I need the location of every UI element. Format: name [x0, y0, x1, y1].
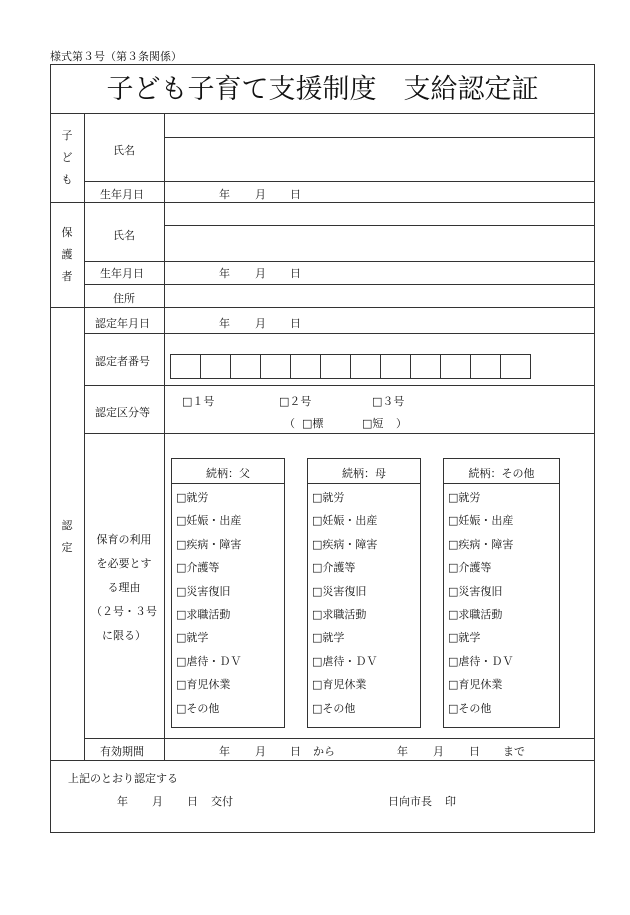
date-day: 日	[187, 795, 198, 808]
relation-box-father	[171, 458, 285, 728]
standard-checkbox[interactable]: □標	[302, 417, 324, 430]
relation-mother-label: 続柄：母	[342, 467, 386, 480]
page-title: 子ども子育て支援制度 支給認定証	[106, 74, 539, 105]
relation-other-label: 続柄：その他	[468, 467, 535, 480]
reason-option-checkbox[interactable]: □就学	[312, 631, 345, 645]
divider	[172, 483, 284, 484]
reason-option-checkbox[interactable]: □介護等	[312, 561, 356, 575]
date-month: 月	[152, 795, 163, 808]
relation-father-label: 続柄：父	[206, 467, 250, 480]
reason-option-checkbox[interactable]: □育児休業	[312, 678, 367, 692]
reason-option-checkbox[interactable]: □虐待・ＤＶ	[312, 654, 378, 668]
paren-open: （	[284, 417, 295, 430]
relation-box-other	[443, 458, 560, 728]
cert-number-cell[interactable]	[410, 354, 441, 379]
short-checkbox[interactable]: □短	[362, 417, 384, 430]
cert-number-cell[interactable]	[260, 354, 291, 379]
reason-option-checkbox[interactable]: □就労	[312, 491, 345, 504]
divider	[84, 738, 595, 739]
reason-option-checkbox[interactable]: □介護等	[176, 561, 220, 575]
reason-option-checkbox[interactable]: □妊娠・出産	[176, 514, 242, 528]
cert-number-cell[interactable]	[350, 354, 381, 379]
cert-number-cell[interactable]	[290, 354, 321, 379]
date-day: 日	[290, 267, 301, 280]
divider	[164, 113, 165, 760]
reason-option-checkbox[interactable]: □就労	[176, 491, 209, 504]
divider	[84, 433, 595, 434]
guardian-birth-label: 生年月日	[100, 267, 144, 280]
reason-option-checkbox[interactable]: □虐待・ＤＶ	[448, 654, 514, 668]
divider	[84, 181, 595, 182]
form-number: 様式第３号（第３条関係）	[50, 50, 182, 63]
cert-number-cell[interactable]	[470, 354, 501, 379]
divider	[50, 113, 595, 114]
relation-box-mother	[307, 458, 421, 728]
footer-mayor: 日向市長	[388, 795, 432, 808]
reason-option-checkbox[interactable]: □就学	[448, 631, 481, 645]
cert-category-label: 認定区分等	[95, 406, 150, 419]
divider	[164, 137, 595, 138]
divider	[84, 113, 85, 760]
divider	[308, 483, 420, 484]
guardian-name-label: 氏名	[113, 229, 135, 242]
date-day: 日	[290, 317, 301, 330]
paren-close: ）	[396, 417, 407, 430]
date-day: 日	[290, 188, 301, 201]
divider	[164, 225, 595, 226]
date-year: 年	[219, 267, 230, 280]
date-month: 月	[255, 188, 266, 201]
cert-number-cell[interactable]	[230, 354, 261, 379]
divider	[50, 760, 595, 761]
date-day: 日	[469, 745, 480, 758]
cert-number-cell[interactable]	[170, 354, 201, 379]
reason-option-checkbox[interactable]: □疾病・障害	[312, 537, 378, 551]
reason-option-checkbox[interactable]: □疾病・障害	[176, 537, 242, 551]
date-month: 月	[255, 267, 266, 280]
certification-section-label: 認 定	[61, 519, 73, 554]
date-year: 年	[397, 745, 408, 758]
reason-option-checkbox[interactable]: □求職活動	[312, 608, 367, 621]
child-birth-label: 生年月日	[100, 188, 144, 201]
guardian-address-label: 住所	[113, 292, 135, 305]
cert-number-label: 認定者番号	[95, 355, 150, 368]
reason-option-checkbox[interactable]: □災害復旧	[176, 584, 231, 598]
date-year: 年	[219, 188, 230, 201]
cert-number-cell[interactable]	[440, 354, 471, 379]
divider	[84, 333, 595, 334]
reason-option-checkbox[interactable]: □介護等	[448, 561, 492, 575]
reason-option-checkbox[interactable]: □その他	[312, 701, 356, 715]
guardian-section-label: 保 護 者	[61, 226, 73, 283]
child-name-label: 氏名	[113, 144, 135, 157]
category-2-checkbox[interactable]: □２号	[279, 395, 312, 408]
divider	[84, 385, 595, 386]
cert-date-label: 認定年月日	[95, 317, 150, 330]
category-1-checkbox[interactable]: □１号	[182, 395, 215, 408]
reason-option-checkbox[interactable]: □就学	[176, 631, 209, 645]
reason-option-checkbox[interactable]: □疾病・障害	[448, 537, 514, 551]
divider	[50, 202, 595, 203]
reason-option-checkbox[interactable]: □求職活動	[448, 608, 503, 621]
date-year: 年	[219, 745, 230, 758]
valid-period-label: 有効期間	[100, 745, 144, 758]
reason-option-checkbox[interactable]: □その他	[448, 701, 492, 715]
reason-option-checkbox[interactable]: □育児休業	[448, 678, 503, 692]
date-year: 年	[219, 317, 230, 330]
date-year: 年	[117, 795, 128, 808]
reason-option-checkbox[interactable]: □求職活動	[176, 608, 231, 621]
date-day: 日	[290, 745, 301, 758]
reason-option-checkbox[interactable]: □災害復旧	[312, 584, 367, 598]
cert-number-cell[interactable]	[500, 354, 531, 379]
category-3-checkbox[interactable]: □３号	[372, 395, 405, 408]
date-month: 月	[255, 317, 266, 330]
reason-option-checkbox[interactable]: □災害復旧	[448, 584, 503, 598]
footer-statement: 上記のとおり認定する	[68, 772, 178, 785]
divider	[84, 261, 595, 262]
reason-option-checkbox[interactable]: □育児休業	[176, 678, 231, 692]
footer-seal: 印	[445, 795, 456, 808]
cert-number-cell[interactable]	[380, 354, 411, 379]
valid-until: まで	[503, 745, 525, 758]
cert-number-cell[interactable]	[320, 354, 351, 379]
divider	[50, 307, 595, 308]
reason-option-checkbox[interactable]: □虐待・ＤＶ	[176, 654, 242, 668]
cert-number-cell[interactable]	[200, 354, 231, 379]
divider	[444, 483, 559, 484]
footer-issued: 交付	[211, 795, 233, 808]
reason-option-checkbox[interactable]: □妊娠・出産	[312, 514, 378, 528]
reason-label: 保育の利用 を必要とす る理由 （２号・３号 に限る）	[91, 533, 157, 642]
divider	[84, 284, 595, 285]
date-month: 月	[255, 745, 266, 758]
valid-from: から	[313, 745, 335, 758]
child-section-label: 子 ど も	[61, 129, 73, 186]
reason-option-checkbox[interactable]: □その他	[176, 701, 220, 715]
reason-option-checkbox[interactable]: □就労	[448, 491, 481, 504]
date-month: 月	[433, 745, 444, 758]
reason-option-checkbox[interactable]: □妊娠・出産	[448, 514, 514, 528]
